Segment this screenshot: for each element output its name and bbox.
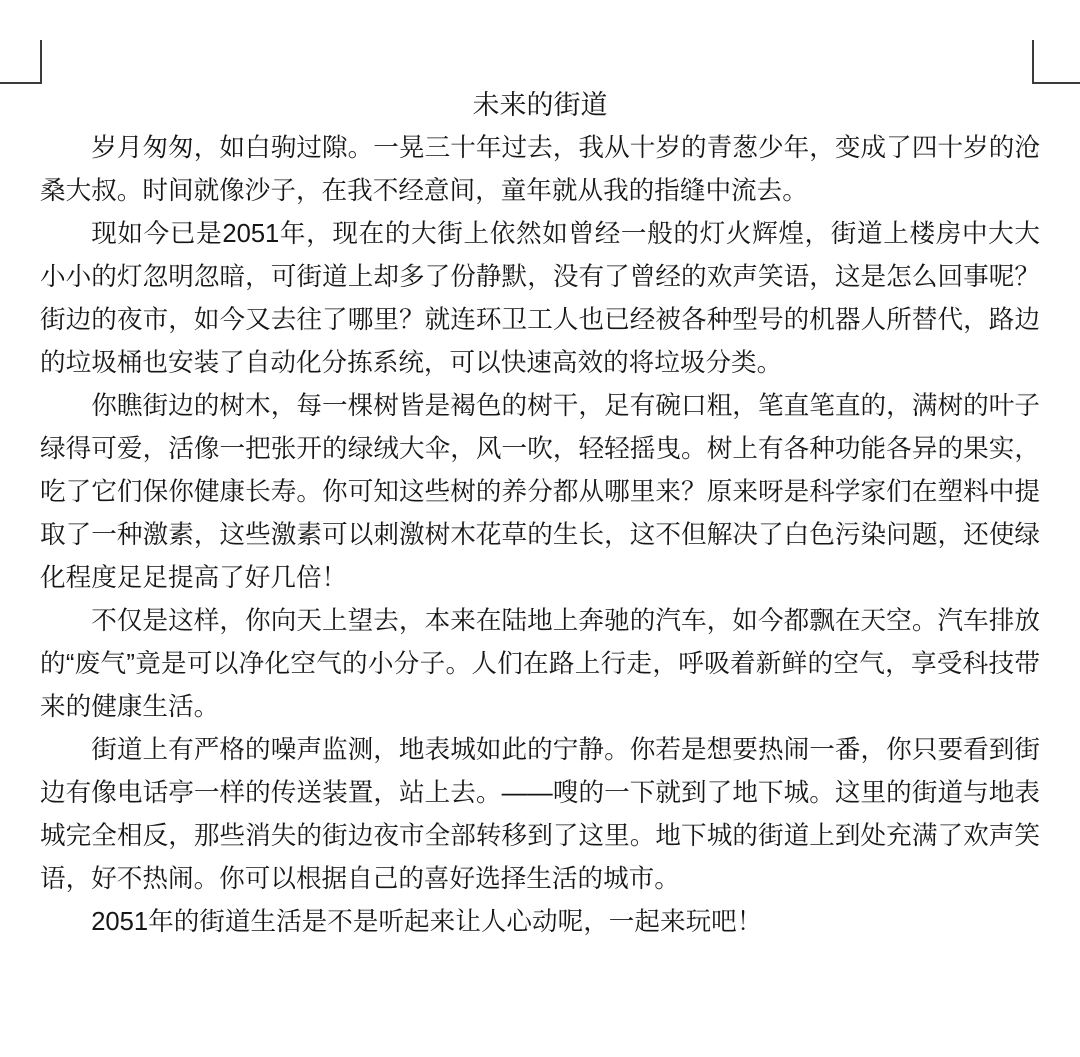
essay-paragraph-2: 现如今已是2051年，现在的大街上依然如曾经一般的灯火辉煌，街道上楼房中大大小小的灯忽明忽暗，可街道上却多了份静默，没有了曾经的欢声笑语，这是怎么回事呢？街边的夜市，如今又去往了哪里？就连环卫工人也已经被各种型号的机器人所替代，路边的垃圾桶也安装了自动化分拣系统，可以快速高效的将垃圾分类。 bbox=[40, 220, 1040, 377]
top-left-crop-mark-icon bbox=[0, 40, 42, 84]
essay-paragraph-1: 岁月匆匆，如白驹过隙。一晃三十年过去，我从十岁的青葱少年，变成了四十岁的沧桑大叔。时间就像沙子，在我不经意间，童年就从我的指缝中流去。 bbox=[40, 134, 1040, 205]
essay-paragraph-6: 2051年的街道生活是不是听起来让人心动呢，一起来玩吧！ bbox=[91, 908, 763, 936]
essay-paragraph-3: 你瞧街边的树木，每一棵树皆是褐色的树干，足有碗口粗，笔直笔直的，满树的叶子绿得可爱，活像一把张开的绿绒大伞，风一吹，轻轻摇曳。树上有各种功能各异的果实，吃了它们保你健康长寿。你可知这些树的养分都从哪里来？原来呀是科学家们在塑料中提取了一种激素，这些激素可以刺激树木花草的生长，这不但解决了白色污染问题，还使绿化程度足足提高了好几倍！ bbox=[40, 392, 1040, 592]
essay-paragraph-5: 街道上有严格的噪声监测，地表城如此的宁静。你若是想要热闹一番，你只要看到街边有像电话亭一样的传送装置，站上去。——嗖的一下就到了地下城。这里的街道与地表城完全相反，那些消失的街边夜市全部转移到了这里。地下城的街道上到处充满了欢声笑语，好不热闹。你可以根据自己的喜好选择生活的城市。 bbox=[40, 736, 1040, 893]
essay-paragraph-4: 不仅是这样，你向天上望去，本来在陆地上奔驰的汽车，如今都飘在天空。汽车排放的“废气”竟是可以净化空气的小分子。人们在路上行走，呼吸着新鲜的空气，享受科技带来的健康生活。 bbox=[40, 607, 1040, 721]
essay-title: 未来的街道 bbox=[472, 90, 608, 120]
essay-body bbox=[40, 84, 1040, 944]
top-right-crop-mark-icon bbox=[1032, 40, 1080, 84]
